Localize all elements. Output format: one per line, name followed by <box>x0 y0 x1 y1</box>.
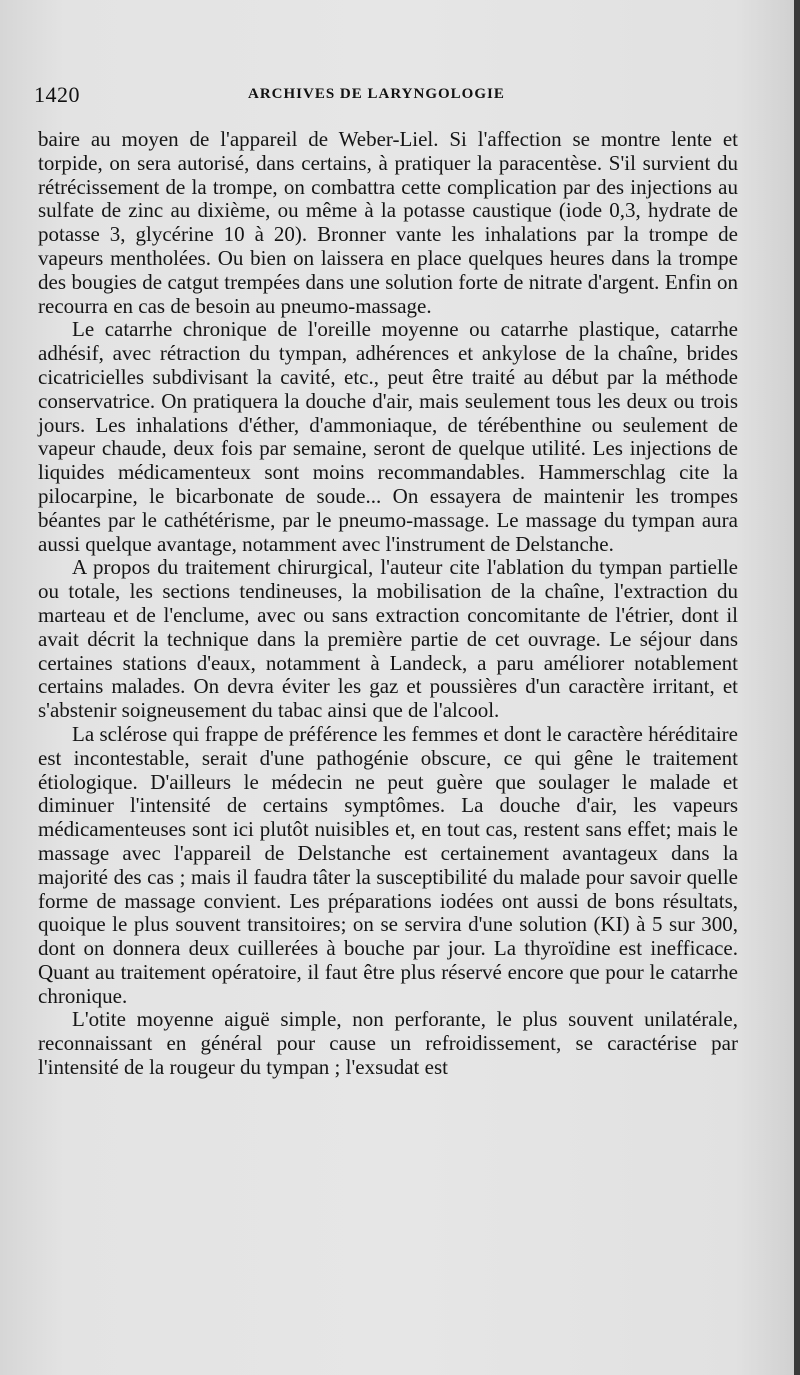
page-header <box>34 82 734 112</box>
page-number: 1420 <box>34 82 80 107</box>
body-text <box>38 128 738 1080</box>
page-edge-shadow <box>794 0 800 1375</box>
paragraph-4: La sclérose qui frappe de préférence les femmes et dont le caractère héréditaire est incontestable, serait d'une pathogénie obscure, ce qui gêne le traitement étiologique. D'ailleurs le médecin ne peut guère que soulager le malade et diminuer l'intensité de certains symptômes. La douche d'air, les vapeurs médicamenteuses sont ici plutôt nuisibles et, en tout cas, restent sans effet; mais le massage avec l'appareil de Delstanche est certainement avantageux dans la majorité des cas ; mais il faudra tâter la susceptibilité du malade pour savoir quelle forme de massage convient. Les préparations iodées ont aussi de bons résultats, quoique le plus souvent transitoires; on se servira d'une solution (KI) à 5 sur 300, dont on donnera deux cuillerées à bouche par jour. La thyroïdine est inefficace. Quant au traitement opératoire, il faut être plus réservé encore que pour le catarrhe chronique. <box>38 721 738 1008</box>
running-title: ARCHIVES DE LARYNGOLOGIE <box>248 86 505 102</box>
paragraph-5: L'otite moyenne aiguë simple, non perforante, le plus souvent unilatérale, reconnaissant en général pour cause un refroidissement, se caractérise par l'intensité de la rougeur du tympan ; l'exsudat est <box>38 1007 738 1080</box>
paragraph-1: baire au moyen de l'appareil de Weber-Liel. Si l'affection se montre lente et torpide, on sera autorisé, dans certains, à pratiquer la paracentèse. S'il survient du rétrécissement de la trompe, on combattra cette complication par des injections au sulfate de zinc au dixième, ou même à la potasse caustique (iode 0,3, hydrate de potasse 3, glycérine 10 à 20). Bronner vante les inhalations par la trompe de vapeurs mentholées. Ou bien on laissera en place quelques heures dans la trompe des bougies de catgut trempées dans une solution forte de nitrate d'argent. Enfin on recourra en cas de besoin au pneumo-massage. <box>38 127 738 318</box>
paragraph-2: Le catarrhe chronique de l'oreille moyenne ou catarrhe plastique, catarrhe adhésif, avec rétraction du tympan, adhérences et ankylose de la chaîne, brides cicatricielles subdivisant la cavité, etc., peut être traité au début par la méthode conservatrice. On pratiquera la douche d'air, mais seulement tous les deux ou trois jours. Les inhalations d'éther, d'ammoniaque, de térébenthine ou seulement de vapeur chaude, deux fois par semaine, seront de quelque utilité. Les injections de liquides médicamenteux sont moins recommandables. Hammerschlag cite la pilocarpine, le bicarbonate de soude... On essayera de maintenir les trompes béantes par le cathétérisme, par le pneumo-massage. Le massage du tympan aura aussi quelque avantage, notamment avec l'instrument de Delstanche. <box>38 317 738 556</box>
paragraph-3: A propos du traitement chirurgical, l'auteur cite l'ablation du tympan partielle ou totale, les sections tendineuses, la mobilisation de la chaîne, l'extraction du marteau et de l'enclume, avec ou sans extraction concomitante de l'étrier, dont il avait décrit la technique dans la première partie de cet ouvrage. Le séjour dans certaines stations d'eaux, notamment à Landeck, a paru améliorer notablement certains malades. On devra éviter les gaz et poussières d'un caractère irritant, et s'abstenir soigneusement du tabac ainsi que de l'alcool. <box>38 555 738 723</box>
